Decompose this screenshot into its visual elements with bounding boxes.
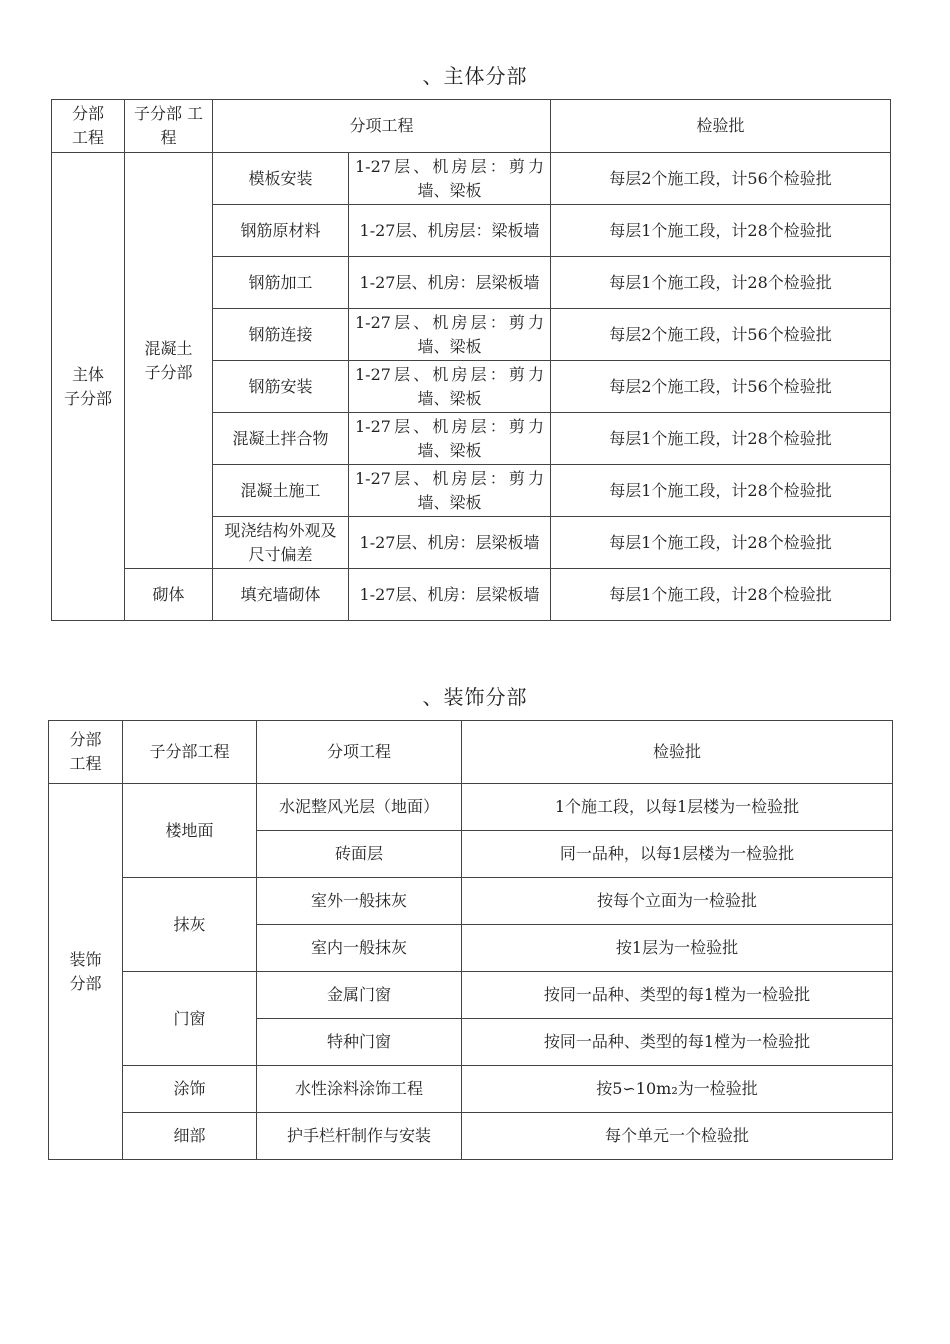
header-item: 分项工程 <box>257 721 462 784</box>
table-header-row <box>52 100 891 153</box>
range-cell: 1-27层、机房层：剪力墙、梁板 <box>349 153 551 205</box>
table-row <box>52 569 891 621</box>
item-cell: 金属门窗 <box>257 972 462 1019</box>
range-cell: 1-27层、机房层：梁板墙 <box>349 205 551 257</box>
range-cell: 1-27层、机房层：剪力墙、梁板 <box>349 361 551 413</box>
item-cell: 现浇结构外观及尺寸偏差 <box>213 517 349 569</box>
batch-cell: 按每个立面为一检验批 <box>462 878 893 925</box>
decoration-table <box>48 720 893 1160</box>
range-cell: 1-27层、机房：层梁板墙 <box>349 569 551 621</box>
batch-cell: 每层1个施工段，计28个检验批 <box>551 205 891 257</box>
header-batch: 检验批 <box>462 721 893 784</box>
batch-cell: 每层1个施工段，计28个检验批 <box>551 257 891 309</box>
batch-cell: 同一品种，以每1层楼为一检验批 <box>462 831 893 878</box>
range-cell: 1-27层、机房：层梁板墙 <box>349 517 551 569</box>
division-cell: 装饰 分部 <box>49 784 123 1160</box>
subdivision-cell: 混凝土 子分部 <box>125 153 213 569</box>
table-row <box>49 972 893 1019</box>
range-cell: 1-27层、机房层：剪力墙、梁板 <box>349 413 551 465</box>
item-cell: 混凝土施工 <box>213 465 349 517</box>
batch-cell: 按同一品种、类型的每1樘为一检验批 <box>462 1019 893 1066</box>
batch-cell: 每层1个施工段，计28个检验批 <box>551 413 891 465</box>
table-row <box>49 878 893 925</box>
batch-cell: 每层2个施工段，计56个检验批 <box>551 361 891 413</box>
range-cell: 1-27层、机房层：剪力墙、梁板 <box>349 309 551 361</box>
item-cell: 水泥整风光层（地面） <box>257 784 462 831</box>
item-cell: 模板安装 <box>213 153 349 205</box>
subdivision-cell: 楼地面 <box>123 784 257 878</box>
item-cell: 钢筋连接 <box>213 309 349 361</box>
section-title-decoration: 、装饰分部 <box>422 685 528 709</box>
division-cell: 主体 子分部 <box>52 153 125 621</box>
subdivision-cell: 涂饰 <box>123 1066 257 1113</box>
main-structure-table <box>51 99 891 621</box>
header-subdivision: 子分部工程 <box>123 721 257 784</box>
header-subdivision: 子分部 工程 <box>125 100 213 153</box>
header-batch: 检验批 <box>551 100 891 153</box>
batch-cell: 每个单元一个检验批 <box>462 1113 893 1160</box>
header-division: 分部 工程 <box>49 721 123 784</box>
item-cell: 混凝土拌合物 <box>213 413 349 465</box>
section-title-main-structure: 、主体分部 <box>422 64 528 88</box>
table-row <box>49 1113 893 1160</box>
item-cell: 填充墙砌体 <box>213 569 349 621</box>
item-cell: 室外一般抹灰 <box>257 878 462 925</box>
batch-cell: 按1层为一检验批 <box>462 925 893 972</box>
subdivision-cell: 门窗 <box>123 972 257 1066</box>
table-row <box>49 784 893 831</box>
item-cell: 护手栏杆制作与安装 <box>257 1113 462 1160</box>
item-cell: 室内一般抹灰 <box>257 925 462 972</box>
table-row <box>49 1066 893 1113</box>
item-cell: 钢筋安装 <box>213 361 349 413</box>
batch-cell: 每层2个施工段，计56个检验批 <box>551 309 891 361</box>
header-division: 分部 工程 <box>52 100 125 153</box>
item-cell: 钢筋加工 <box>213 257 349 309</box>
range-cell: 1-27层、机房层：剪力墙、梁板 <box>349 465 551 517</box>
item-cell: 水性涂料涂饰工程 <box>257 1066 462 1113</box>
range-cell: 1-27层、机房：层梁板墙 <box>349 257 551 309</box>
batch-cell: 每层2个施工段，计56个检验批 <box>551 153 891 205</box>
item-cell: 钢筋原材料 <box>213 205 349 257</box>
batch-cell: 按同一品种、类型的每1樘为一检验批 <box>462 972 893 1019</box>
header-item: 分项工程 <box>213 100 551 153</box>
batch-cell: 按5∽10m₂为一检验批 <box>462 1066 893 1113</box>
batch-cell: 每层1个施工段，计28个检验批 <box>551 517 891 569</box>
batch-cell: 每层1个施工段，计28个检验批 <box>551 465 891 517</box>
table-header-row <box>49 721 893 784</box>
table-row <box>52 153 891 205</box>
subdivision-cell: 细部 <box>123 1113 257 1160</box>
item-cell: 砖面层 <box>257 831 462 878</box>
batch-cell: 1个施工段，以每1层楼为一检验批 <box>462 784 893 831</box>
item-cell: 特种门窗 <box>257 1019 462 1066</box>
subdivision-cell: 砌体 <box>125 569 213 621</box>
subdivision-cell: 抹灰 <box>123 878 257 972</box>
batch-cell: 每层1个施工段，计28个检验批 <box>551 569 891 621</box>
